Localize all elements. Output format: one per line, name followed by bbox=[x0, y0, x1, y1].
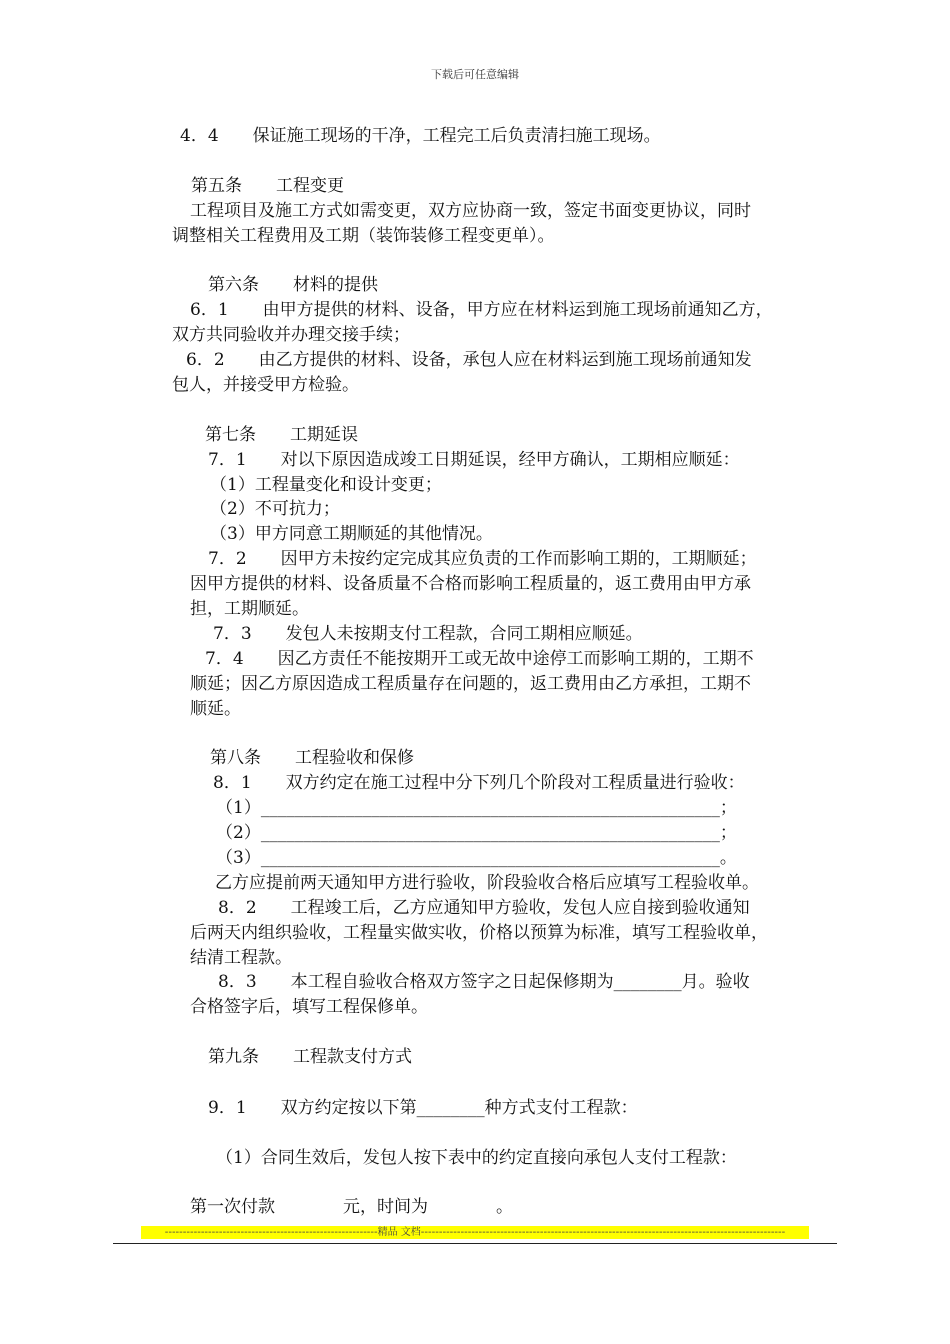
article-7-title: 第七条 工期延误 bbox=[205, 425, 358, 445]
clause-8-2-cont-1: 后两天内组织验收，工程量实做实收，价格以预算为标准，填写工程验收单， bbox=[190, 923, 768, 943]
clause-7-4-cont-2: 顺延。 bbox=[190, 699, 241, 719]
clause-8-2: 8．2 工程竣工后，乙方应通知甲方验收，发包人应自接到验收通知 bbox=[218, 898, 750, 918]
clause-7-2: 7．2 因甲方未按约定完成其应负责的工作而影响工期的，工期顺延； bbox=[208, 549, 757, 569]
article-9-title: 第九条 工程款支付方式 bbox=[208, 1047, 412, 1067]
clause-9-1-option-1: （1）合同生效后，发包人按下表中的约定直接向承包人支付工程款： bbox=[216, 1148, 737, 1168]
clause-8-1-blank-1: （1）______________________________________________________； bbox=[216, 798, 737, 818]
clause-7-3: 7．3 发包人未按期支付工程款，合同工期相应顺延。 bbox=[213, 624, 643, 644]
clause-8-1: 8．1 双方约定在施工过程中分下列几个阶段对工程质量进行验收： bbox=[213, 773, 745, 793]
clause-7-4: 7．4 因乙方责任不能按期开工或无故中途停工而影响工期的，工期不 bbox=[205, 649, 754, 669]
clause-8-3-cont: 合格签字后，填写工程保修单。 bbox=[190, 997, 428, 1017]
first-payment-line: 第一次付款 元，时间为 。 bbox=[190, 1197, 513, 1217]
footer-divider bbox=[113, 1243, 837, 1244]
clause-8-3: 8．3 本工程自验收合格双方签字之日起保修期为________月。验收 bbox=[218, 972, 750, 992]
clause-6-2: 6．2 由乙方提供的材料、设备，承包人应在材料运到施工现场前通知发 bbox=[186, 350, 752, 370]
article-5-line-2: 调整相关工程费用及工期（装饰装修工程变更单）。 bbox=[172, 226, 555, 246]
clause-6-1-cont: 双方共同验收并办理交接手续； bbox=[172, 325, 410, 345]
clause-6-2-cont: 包人，并接受甲方检验。 bbox=[172, 375, 359, 395]
clause-7-4-cont-1: 顺延；因乙方原因造成工程质量存在问题的，返工费用由乙方承担，工期不 bbox=[190, 674, 751, 694]
clause-8-2-cont-2: 结清工程款。 bbox=[190, 948, 292, 968]
article-5-title: 第五条 工程变更 bbox=[191, 176, 344, 196]
header-note: 下载后可任意编辑 bbox=[431, 68, 519, 81]
clause-6-1: 6．1 由甲方提供的材料、设备，甲方应在材料运到施工现场前通知乙方， bbox=[190, 300, 773, 320]
clause-4-4: 4．4 保证施工现场的干净，工程完工后负责清扫施工现场。 bbox=[180, 126, 661, 146]
clause-7-1-item-3: （3）甲方同意工期顺延的其他情况。 bbox=[210, 524, 493, 544]
clause-9-1: 9．1 双方约定按以下第________种方式支付工程款： bbox=[208, 1098, 638, 1118]
clause-7-1-item-1: （1）工程量变化和设计变更； bbox=[210, 475, 442, 495]
clause-8-1-note: 乙方应提前两天通知甲方进行验收，阶段验收合格后应填写工程验收单。 bbox=[215, 873, 759, 893]
clause-7-1: 7．1 对以下原因造成竣工日期延误，经甲方确认，工期相应顺延： bbox=[208, 450, 740, 470]
clause-7-2-cont-2: 担，工期顺延。 bbox=[190, 599, 309, 619]
clause-7-2-cont-1: 因甲方提供的材料、设备质量不合格而影响工程质量的，返工费用由甲方承 bbox=[190, 574, 751, 594]
clause-8-1-blank-3: （3）______________________________________________________。 bbox=[216, 848, 737, 868]
article-6-title: 第六条 材料的提供 bbox=[208, 275, 378, 295]
footer-watermark-bar: -----------------------------------------------------------精品 文档----------------------------------------------------------------------------------------------------- bbox=[141, 1226, 809, 1239]
clause-8-1-blank-2: （2）______________________________________________________； bbox=[216, 823, 737, 843]
article-5-line-1: 工程项目及施工方式如需变更，双方应协商一致，签定书面变更协议，同时 bbox=[190, 201, 751, 221]
clause-7-1-item-2: （2）不可抗力； bbox=[210, 499, 340, 519]
article-8-title: 第八条 工程验收和保修 bbox=[210, 748, 414, 768]
